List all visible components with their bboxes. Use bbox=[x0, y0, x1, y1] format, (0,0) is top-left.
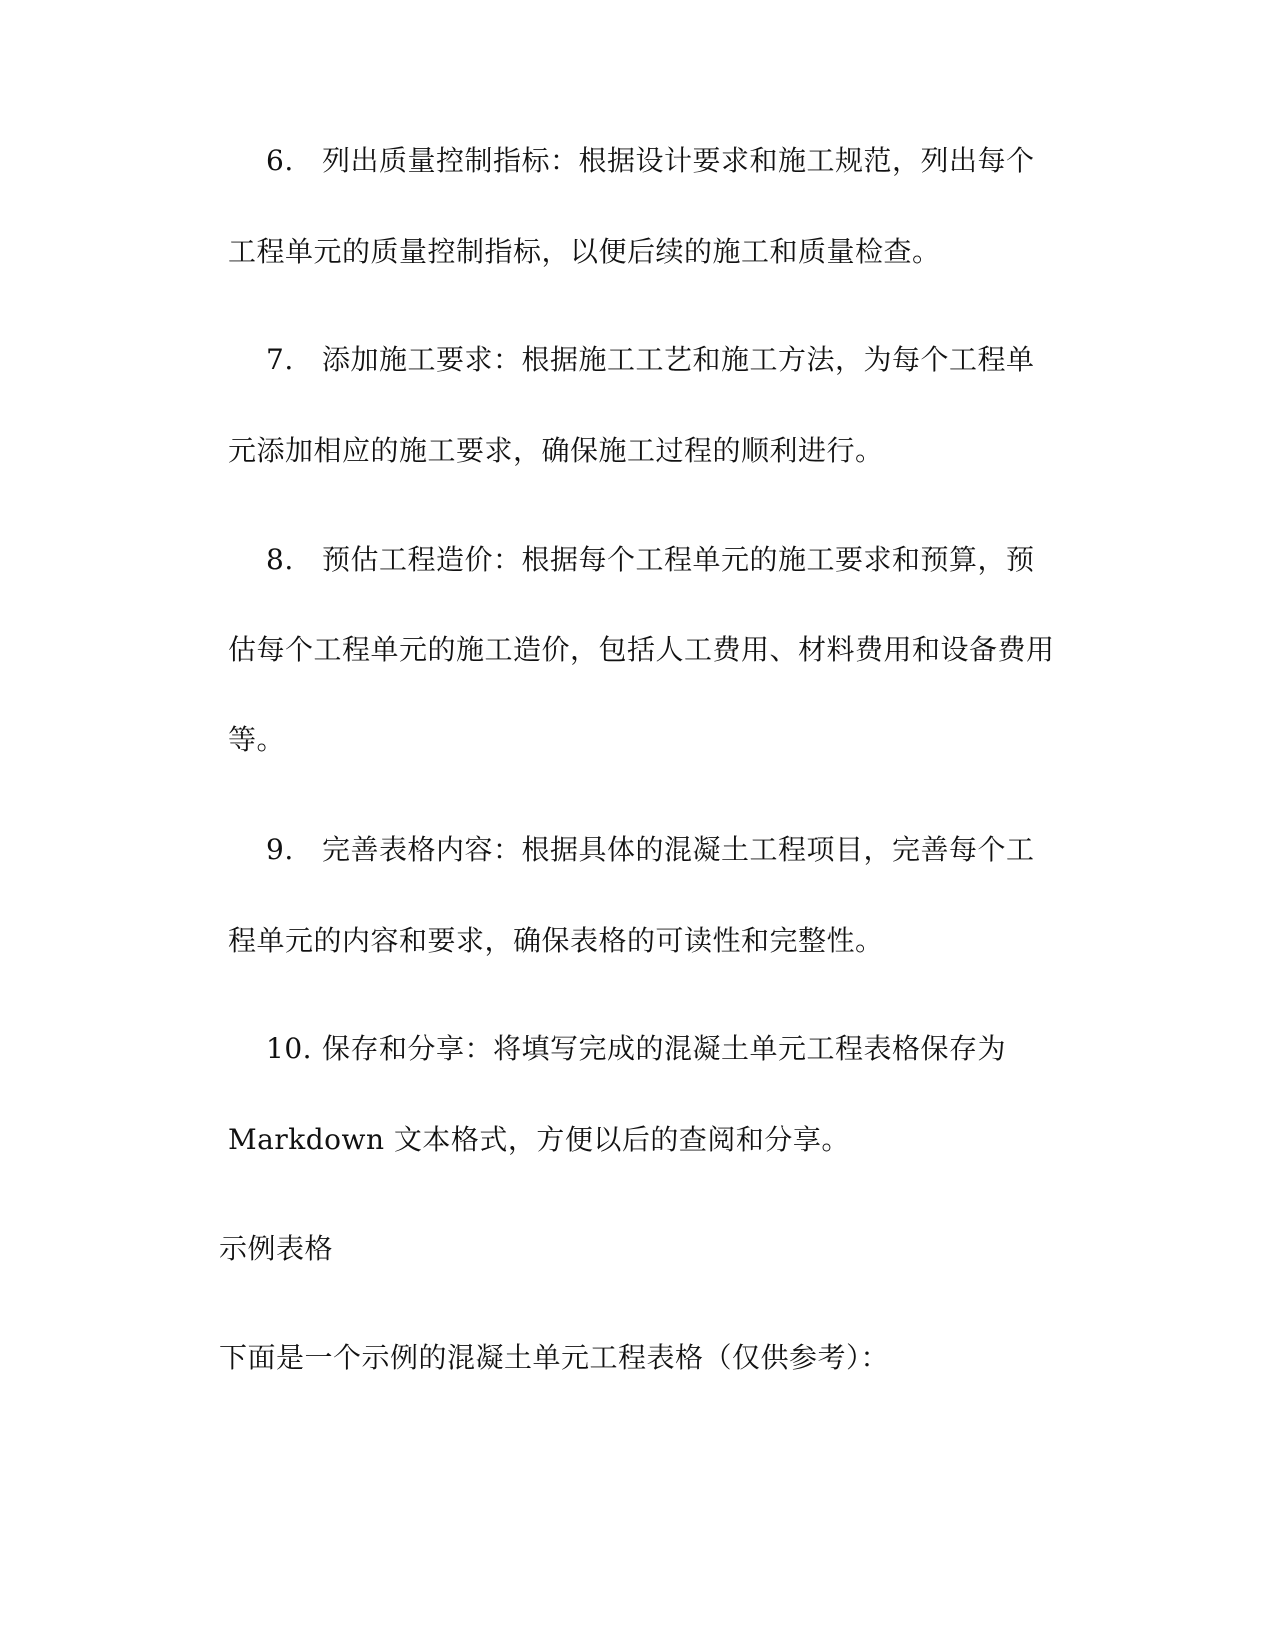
list-item-number: 10. bbox=[266, 1032, 313, 1065]
list-item-8-line-2: 估每个工程单元的施工造价，包括人工费用、材料费用和设备费用 bbox=[228, 633, 1055, 666]
list-item-8-line-3: 等。 bbox=[228, 723, 286, 756]
list-item-number: 9. bbox=[266, 833, 294, 866]
list-item-number: 6. bbox=[266, 144, 294, 177]
list-item-number: 7. bbox=[266, 343, 294, 376]
list-item-number: 8. bbox=[266, 543, 294, 576]
list-item-9-line-1 bbox=[266, 832, 1035, 868]
list-item-10-line-2: Markdown 文本格式，方便以后的查阅和分享。 bbox=[228, 1123, 850, 1156]
list-item-8-line-1 bbox=[266, 542, 1035, 578]
list-item-6-line-2: 工程单元的质量控制指标，以便后续的施工和质量检查。 bbox=[228, 235, 941, 268]
list-item-10-line-1 bbox=[266, 1031, 1006, 1067]
list-item-text: 列出质量控制指标：根据设计要求和施工规范，列出每个 bbox=[322, 144, 1035, 177]
intro-paragraph: 下面是一个示例的混凝土单元工程表格（仅供参考）： bbox=[219, 1341, 890, 1374]
section-heading: 示例表格 bbox=[219, 1232, 334, 1265]
list-item-6-line-1 bbox=[266, 143, 1035, 179]
list-item-text: 保存和分享：将填写完成的混凝土单元工程表格保存为 bbox=[322, 1032, 1007, 1065]
list-item-text: 预估工程造价：根据每个工程单元的施工要求和预算，预 bbox=[322, 543, 1035, 576]
list-item-7-line-1 bbox=[266, 342, 1035, 378]
list-item-9-line-2: 程单元的内容和要求，确保表格的可读性和完整性。 bbox=[228, 924, 884, 957]
list-item-text: 添加施工要求：根据施工工艺和施工方法，为每个工程单 bbox=[322, 343, 1035, 376]
list-item-text: 完善表格内容：根据具体的混凝土工程项目，完善每个工 bbox=[322, 833, 1035, 866]
list-item-7-line-2: 元添加相应的施工要求，确保施工过程的顺利进行。 bbox=[228, 434, 884, 467]
